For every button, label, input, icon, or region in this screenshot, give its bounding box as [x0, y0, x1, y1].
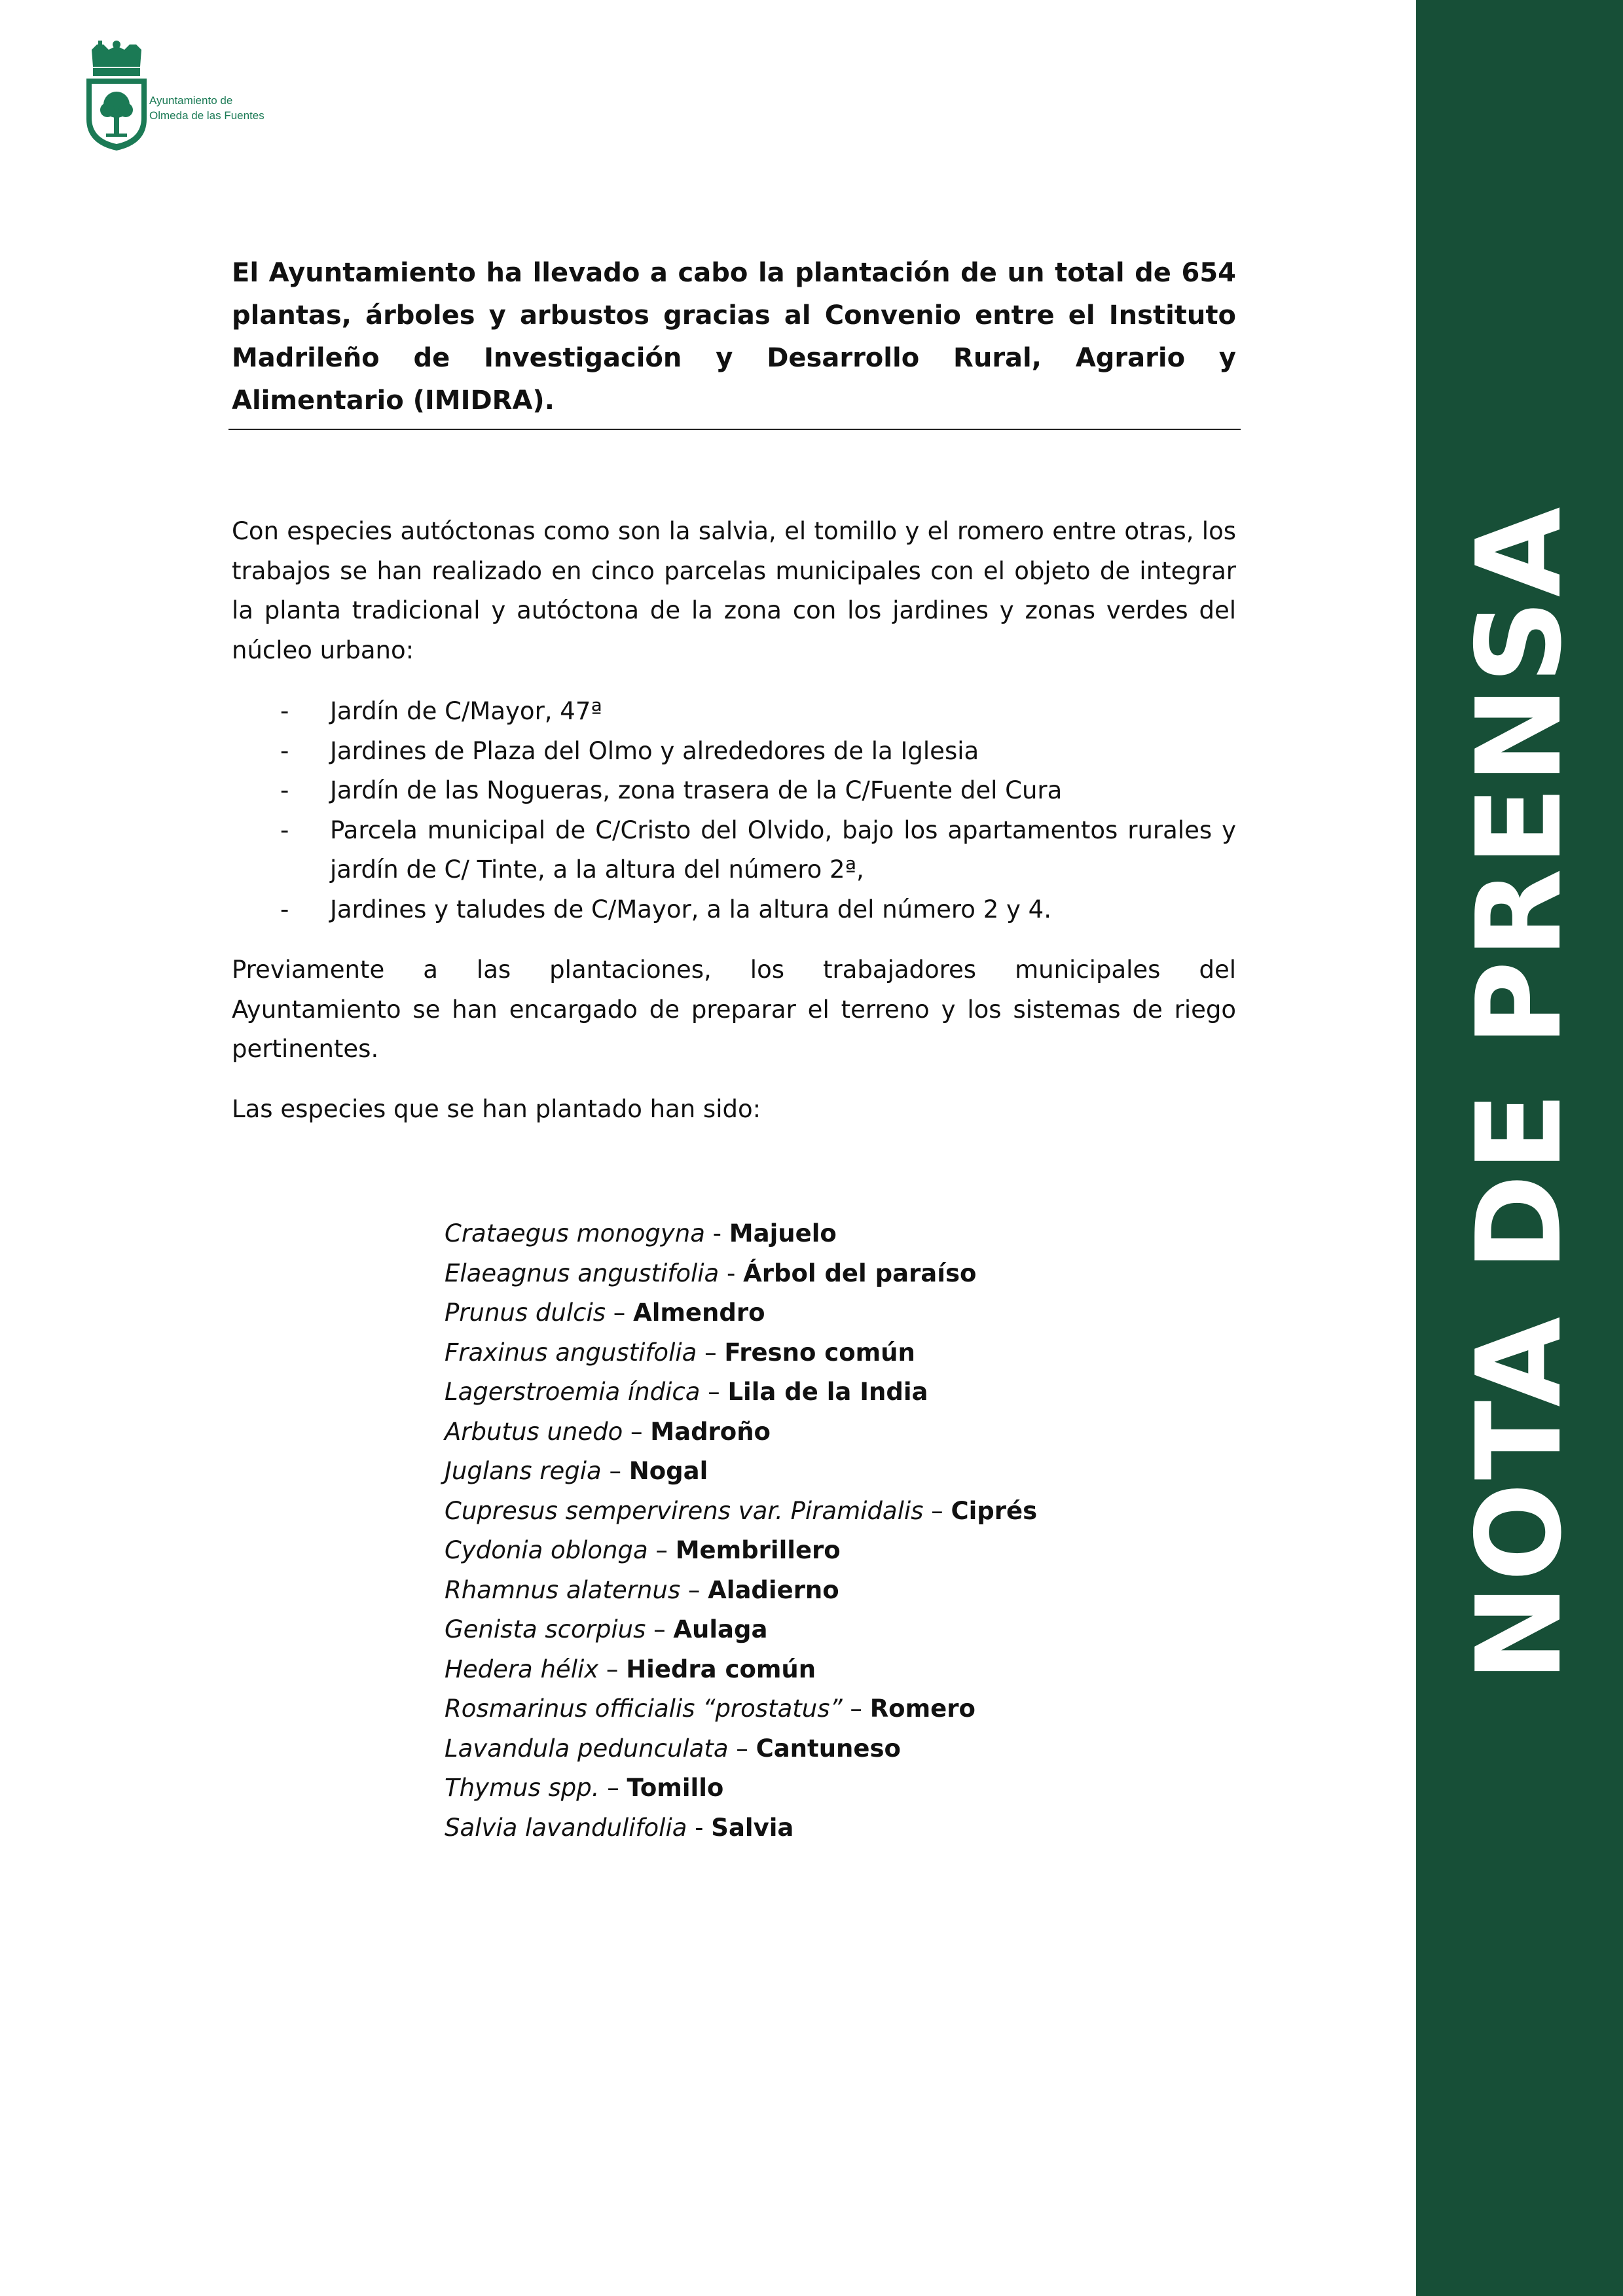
list-item: [445, 1492, 1037, 1532]
separator: -: [687, 1813, 712, 1842]
location-text: Jardín de las Nogueras, zona trasera de la C/Fuente del Cura: [330, 776, 1063, 804]
scientific-name: Arbutus unedo: [445, 1417, 623, 1446]
location-text: Jardín de C/Mayor, 47ª: [330, 697, 602, 725]
scientific-name: Rosmarinus officialis “prostatus”: [445, 1695, 843, 1723]
list-item: [445, 1333, 1037, 1373]
separator: –: [923, 1496, 951, 1525]
common-name: Ciprés: [951, 1496, 1038, 1525]
scientific-name: Prunus dulcis: [445, 1299, 606, 1327]
bullet-dash: -: [280, 776, 289, 804]
common-name: Lila de la India: [727, 1378, 928, 1406]
scientific-name: Salvia lavandulifolia: [445, 1813, 687, 1842]
separator: –: [599, 1774, 627, 1802]
locations-list: [232, 692, 1236, 929]
list-item: [445, 1372, 1037, 1412]
separator: –: [623, 1417, 651, 1446]
location-text: Jardines de Plaza del Olmo y alrededores de la Iglesia: [330, 736, 979, 765]
common-name: Aulaga: [673, 1615, 768, 1643]
common-name: Cantuneso: [756, 1734, 901, 1763]
separator: –: [697, 1338, 725, 1367]
list-item: [445, 1412, 1037, 1452]
common-name: Madroño: [650, 1417, 771, 1446]
list-item: [445, 1610, 1037, 1650]
separator: –: [647, 1536, 676, 1564]
common-name: Aladierno: [708, 1575, 839, 1604]
bullet-dash: -: [280, 697, 289, 725]
preparation-paragraph: [232, 950, 1236, 1069]
separator: -: [719, 1259, 744, 1287]
common-name: Fresno común: [724, 1338, 915, 1367]
list-item: [232, 732, 1236, 772]
scientific-name: Hedera hélix: [445, 1655, 599, 1683]
list-item: [445, 1729, 1037, 1769]
headline: El Ayuntamiento ha llevado a cabo la plantación de un total de 654 plantas, árboles y arbustos gracias al Convenio entre el Instituto Madrileño de Investigación y Desarrollo Rural, Agrario y Alimentario (IMIDRA).: [232, 258, 1236, 416]
intro-paragraph: Con especies autóctonas como son la salvia, el tomillo y el romero entre otras, los trabajos se han realizado en cinco parcelas municipales con el objeto de integrar la planta tradicional y autóctona de la zona con los jardines y zonas verdes del núcleo urbano:: [232, 517, 1236, 664]
location-text: Parcela municipal de C/Cristo del Olvido, bajo los apartamentos rurales y jardín de C/ Tinte, a la altura del número 2ª,: [330, 816, 1236, 884]
list-item: [232, 771, 1236, 811]
separator: –: [842, 1695, 870, 1723]
preparation-line-1: Previamente a las plantaciones, los trabajadores municipales del: [232, 956, 1236, 984]
list-item: [232, 811, 1236, 890]
common-name: Romero: [869, 1695, 976, 1723]
common-name: Hiedra común: [626, 1655, 816, 1683]
common-name: Membrillero: [675, 1536, 841, 1564]
list-item: [445, 1689, 1037, 1729]
logo-line-2: Olmeda de las Fuentes: [149, 109, 264, 122]
list-item: [445, 1452, 1037, 1492]
scientific-name: Rhamnus alaternus: [445, 1575, 681, 1604]
separator: –: [680, 1575, 708, 1604]
sidebar-label: NOTA DE PRENSA: [1451, 504, 1587, 1682]
scientific-name: Thymus spp.: [445, 1774, 600, 1802]
bullet-dash: -: [280, 736, 289, 765]
bullet-dash: -: [280, 895, 289, 924]
common-name: Nogal: [629, 1457, 708, 1485]
list-item: [445, 1650, 1037, 1690]
separator: –: [601, 1457, 629, 1485]
common-name: Almendro: [633, 1299, 765, 1327]
bullet-dash: -: [280, 816, 289, 844]
species-intro: Las especies que se han plantado han sido:: [232, 1095, 761, 1123]
scientific-name: Lagerstroemia índica: [445, 1378, 701, 1406]
separator: –: [700, 1378, 728, 1406]
common-name: Tomillo: [627, 1774, 724, 1802]
location-text: Jardines y taludes de C/Mayor, a la altura del número 2 y 4.: [330, 895, 1051, 924]
scientific-name: Genista scorpius: [445, 1615, 646, 1643]
list-item: [232, 890, 1236, 930]
list-item: [445, 1214, 1037, 1254]
separator: –: [728, 1734, 756, 1763]
list-item: [445, 1571, 1037, 1611]
scientific-name: Juglans regia: [445, 1457, 602, 1485]
preparation-rest: Ayuntamiento se han encargado de preparar el terreno y los sistemas de riego pertinentes.: [232, 995, 1236, 1063]
common-name: Árbol del paraíso: [743, 1259, 977, 1287]
separator: –: [598, 1655, 627, 1683]
scientific-name: Cupresus sempervirens var. Piramidalis: [445, 1496, 924, 1525]
scientific-name: Lavandula pedunculata: [445, 1734, 729, 1763]
logo-line-1: Ayuntamiento de: [149, 94, 233, 107]
headline-divider: [228, 429, 1241, 430]
common-name: Salvia: [711, 1813, 794, 1842]
scientific-name: Cydonia oblonga: [445, 1536, 648, 1564]
scientific-name: Fraxinus angustifolia: [445, 1338, 697, 1367]
separator: –: [646, 1615, 674, 1643]
list-item: [445, 1768, 1037, 1808]
list-item: [445, 1293, 1037, 1333]
municipal-logo: [84, 41, 293, 158]
scientific-name: Crataegus monogyna: [445, 1219, 705, 1247]
common-name: Majuelo: [729, 1219, 837, 1247]
list-item: [445, 1531, 1037, 1571]
list-item: [445, 1254, 1037, 1294]
separator: -: [704, 1219, 729, 1247]
list-item: [445, 1808, 1037, 1848]
separator: –: [606, 1299, 634, 1327]
coat-of-arms-icon: [84, 41, 149, 152]
species-list: [445, 1214, 1037, 1848]
scientific-name: Elaeagnus angustifolia: [445, 1259, 720, 1287]
logo-text: [149, 93, 264, 123]
list-item: [232, 692, 1236, 732]
